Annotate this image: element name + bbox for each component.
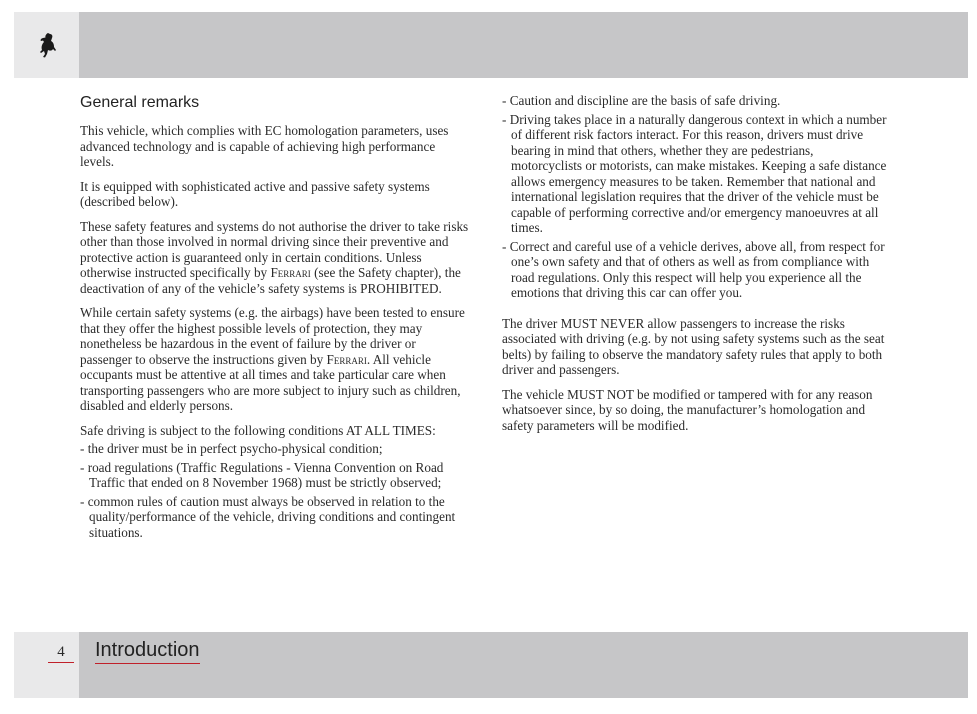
chapter-title: Introduction <box>95 638 200 664</box>
paragraph: This vehicle, which complies with EC homologation parameters, uses advanced technology and is capable of achieving high performance levels. <box>80 123 449 169</box>
spacer <box>502 304 887 316</box>
paragraph: The driver MUST NEVER allow passengers to increase the risks associated with driving (e.g. by not using safety systems such as the seat belts) by failing to observe the mandatory safety rules that apply to both driver and passengers. <box>502 315 885 377</box>
paragraph <box>80 219 470 297</box>
left-column <box>80 93 470 543</box>
list-item: - Driving takes place in a naturally dangerous context in which a number of different risk factors interact. For this reason, drivers must drive bearing in mind that others, whether they are pedestrians, motorcyclists or motorists, can make mistakes. Keeping a safe distance allows emergency measures to be taken. Remember that national and international legislation requires that the driver of the vehicle must be capable of performing corrective and/or emergency manoeuvres at all times. <box>502 111 887 235</box>
text: These safety features and systems do not authorise the driver to take risks other than those involved in normal driving since their preventive and protective action is guaranteed only in certain conditions. Unless otherwise instructed specifically by <box>80 218 469 280</box>
prancing-horse-icon <box>37 32 57 58</box>
right-column <box>502 93 887 442</box>
paragraph: The vehicle MUST NOT be modified or tampered with for any reason whatsoever since, by so doing, the manufacturer’s homologation and safety parameters will be modified. <box>502 386 873 433</box>
list-item: - Caution and discipline are the basis of safe driving. <box>502 93 781 108</box>
section-heading: General remarks <box>80 94 200 111</box>
conditions-list <box>80 441 470 540</box>
paragraph: It is equipped with sophisticated active and passive safety systems (described below). <box>80 178 430 209</box>
paragraph <box>80 305 470 414</box>
text: . All vehicle occupants must be attentive at all times and take particular care when transporting passengers who are more subject to injury such as children, disabled and elderly persons. <box>80 351 461 413</box>
header-band <box>14 12 968 78</box>
logo-cell <box>14 12 79 78</box>
list-item: - Correct and careful use of a vehicle derives, above all, from respect for one’s own safety and that of others as well as from compliance with road regulations. Only this respect will help you experience all the emotions that driving this car can offer you. <box>502 238 885 300</box>
text: While certain safety systems (e.g. the airbags) have been tested to ensure that they offer the highest possible levels of protection, they may nonetheless be hazardous in the event of failure by the driver or passenger to observe the instructions given by <box>80 305 465 367</box>
text: (see the Safety chapter), the deactivation of any of the vehicle’s safety systems is PROHIBITED. <box>80 265 461 296</box>
page-number: 4 <box>48 644 74 663</box>
safety-list <box>502 93 887 301</box>
paragraph: Safe driving is subject to the following conditions AT ALL TIMES: <box>80 422 436 438</box>
page-number-cell <box>14 632 79 698</box>
brand-name: Ferrari <box>326 351 367 367</box>
list-item: - the driver must be in perfect psycho-physical condition; <box>80 441 383 456</box>
list-item: - road regulations (Traffic Regulations - Vienna Convention on Road Traffic that ended on 8 November 1968) must be strictly observed; <box>80 459 444 490</box>
brand-name: Ferrari <box>270 265 311 280</box>
list-item: - common rules of caution must always be observed in relation to the quality/performance of the vehicle, driving conditions and contingent situations. <box>80 493 456 540</box>
